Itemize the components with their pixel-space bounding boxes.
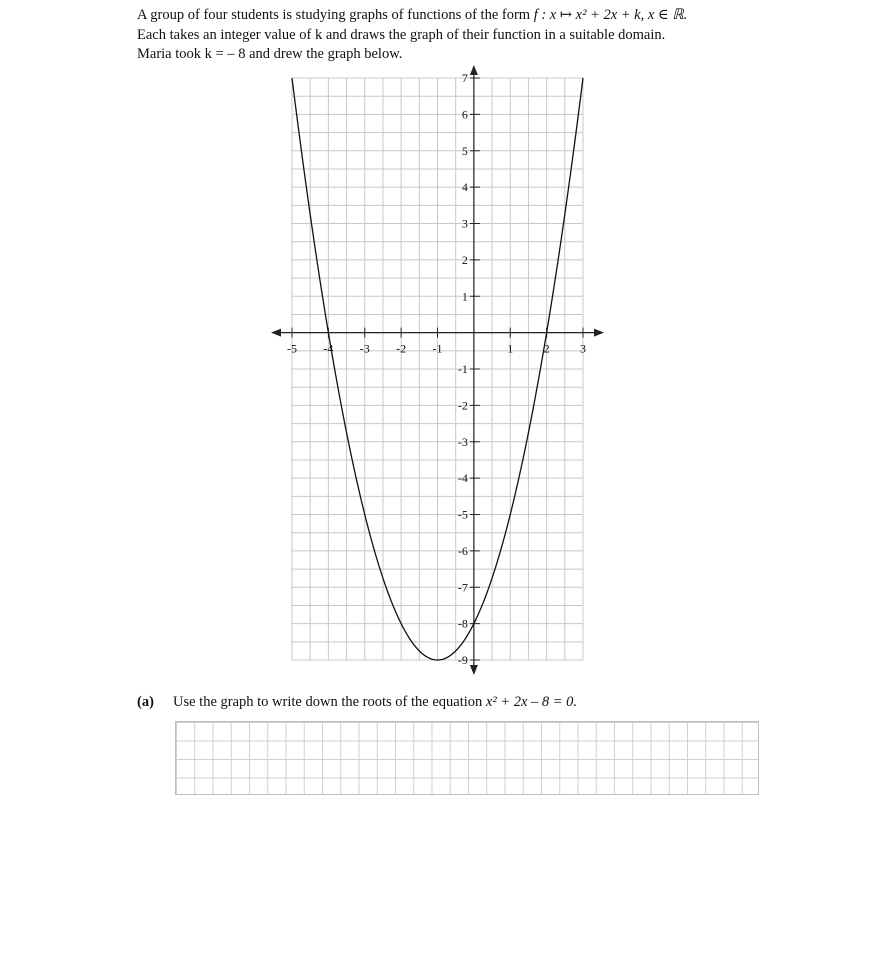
y-tick-label: 3 bbox=[461, 216, 468, 231]
y-tick-label: 7 bbox=[461, 71, 468, 85]
x-tick-label: 3 bbox=[580, 341, 586, 356]
function-definition: f : x ↦ x² + 2x + k, x ∈ ℝ. bbox=[533, 7, 688, 23]
y-tick-label: -5 bbox=[457, 507, 468, 522]
x-tick-label: -1 bbox=[432, 341, 443, 356]
y-tick-label: 5 bbox=[461, 143, 468, 158]
x-tick-label: -5 bbox=[287, 341, 297, 356]
x-tick-label: 1 bbox=[507, 341, 514, 356]
y-tick-label: -1 bbox=[457, 362, 468, 376]
part-a-text: Use the graph to write down the roots of the equation bbox=[173, 694, 486, 710]
y-tick-label: 1 bbox=[461, 289, 468, 304]
y-tick-label: 6 bbox=[461, 107, 468, 122]
question-line-1-text: A group of four students is studying graphs of functions of the form bbox=[137, 7, 534, 23]
graph-grid bbox=[292, 78, 583, 660]
y-tick-label: 2 bbox=[461, 252, 468, 267]
y-tick-label: 4 bbox=[461, 180, 468, 195]
x-tick-label: -2 bbox=[396, 341, 407, 356]
y-tick-label: -4 bbox=[457, 471, 468, 486]
question-line-3: Maria took k = – 8 and drew the graph below. bbox=[137, 46, 403, 62]
x-tick-label: 2 bbox=[543, 341, 550, 356]
x-tick-label: -3 bbox=[359, 341, 370, 356]
y-tick-label: -2 bbox=[457, 398, 468, 413]
y-tick-label: -3 bbox=[457, 434, 468, 449]
part-a-label: (a) bbox=[137, 694, 154, 710]
y-tick-label: -7 bbox=[457, 580, 468, 595]
y-axis-arrow-up bbox=[470, 65, 478, 75]
y-axis-arrow-down bbox=[470, 665, 478, 675]
y-tick-label: -6 bbox=[457, 543, 468, 558]
x-axis-arrow-right bbox=[594, 329, 604, 337]
x-tick-label: -4 bbox=[323, 341, 334, 356]
y-tick-label: -8 bbox=[457, 616, 468, 631]
part-a bbox=[137, 694, 577, 711]
part-a-equation: x² + 2x – 8 = 0. bbox=[485, 694, 578, 710]
x-axis-arrow-left bbox=[271, 329, 281, 337]
answer-box[interactable] bbox=[175, 721, 759, 795]
question-line-2: Each takes an integer value of k and draws the graph of their function in a suitable domain. bbox=[137, 26, 666, 43]
y-tick-label: -9 bbox=[457, 653, 468, 667]
